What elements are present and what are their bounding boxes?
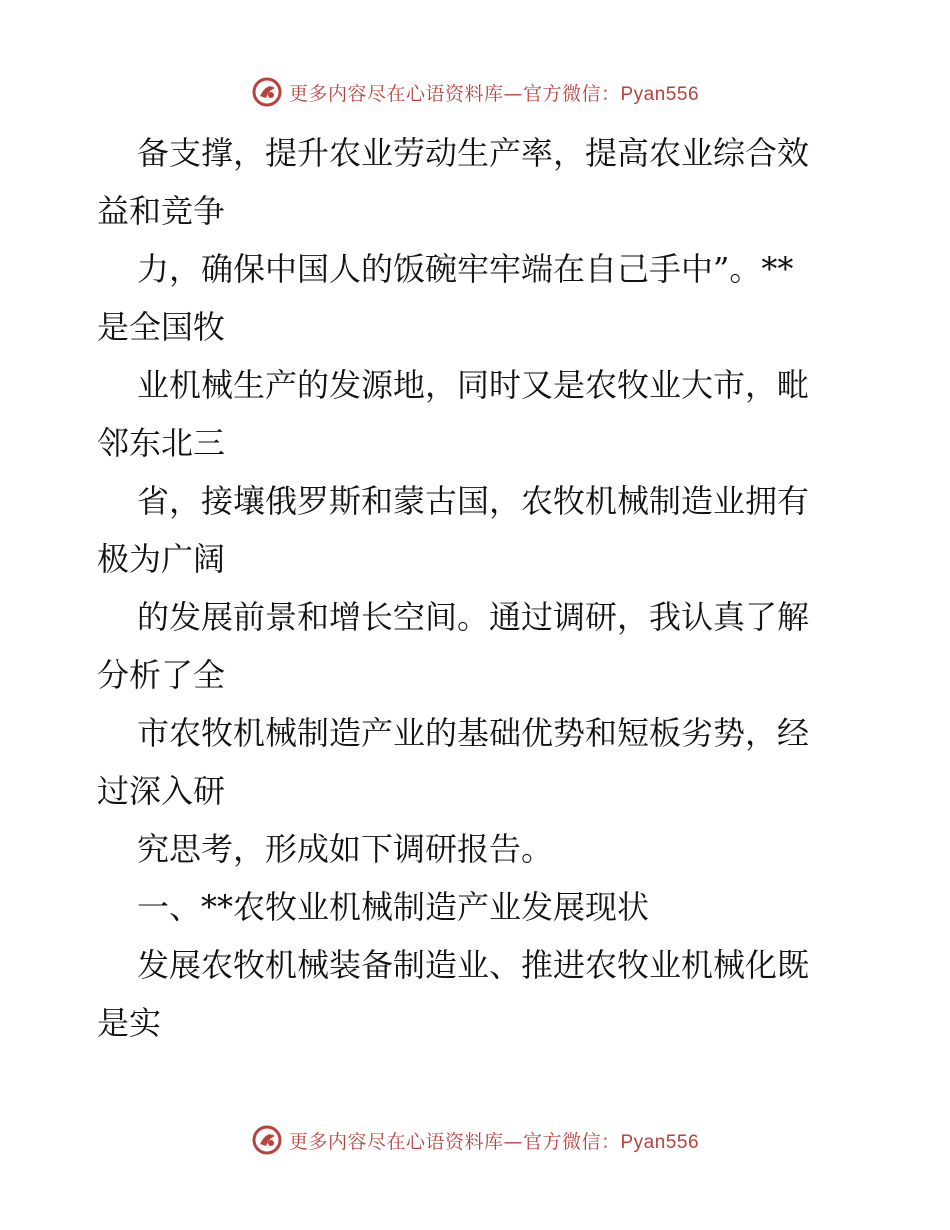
red-swirl-logo-icon (251, 76, 283, 108)
text-line: 备支撑，提升农业劳动生产率，提高农业综合效 (137, 134, 810, 172)
watermark-wechat-id: Pyan556 (620, 1131, 700, 1153)
text-line: 益和竞争 (97, 192, 226, 230)
text-line: 究思考，形成如下调研报告。 (137, 830, 554, 868)
red-swirl-logo-icon (251, 1124, 283, 1156)
watermark-text: 更多内容尽在心语资料库 (288, 1130, 504, 1153)
watermark-text: 更多内容尽在心语资料库 (288, 82, 504, 105)
text-line: 极为广阔 (97, 540, 226, 578)
text-line: 分析了全 (97, 656, 226, 694)
watermark-dash: — (503, 1130, 523, 1153)
watermark-wechat-label: 官方微信： (522, 1130, 621, 1153)
text-line: 是实 (97, 1004, 162, 1042)
document-body (97, 124, 853, 1052)
text-line: 邻东北三 (97, 424, 226, 462)
text-line: 过深入研 (97, 772, 226, 810)
watermark-wechat-id: Pyan556 (620, 83, 700, 105)
text-line: 力，确保中国人的饭碗牢牢端在自己手中”。** (137, 250, 794, 288)
text-line: 市农牧机械制造产业的基础优势和短板劣势，经 (137, 714, 810, 752)
header-watermark (0, 72, 950, 112)
section-heading: 一、**农牧业机械制造产业发展现状 (137, 888, 650, 926)
watermark-wechat-label: 官方微信： (522, 82, 621, 105)
text-line: 的发展前景和增长空间。通过调研，我认真了解 (137, 598, 810, 636)
text-line: 省，接壤俄罗斯和蒙古国，农牧机械制造业拥有 (137, 482, 810, 520)
watermark-dash: — (503, 82, 523, 105)
footer-watermark (0, 1120, 950, 1160)
text-line: 业机械生产的发源地，同时又是农牧业大市，毗 (137, 366, 810, 404)
text-line: 是全国牧 (97, 308, 226, 346)
text-line: 发展农牧机械装备制造业、推进农牧业机械化既 (137, 946, 810, 984)
